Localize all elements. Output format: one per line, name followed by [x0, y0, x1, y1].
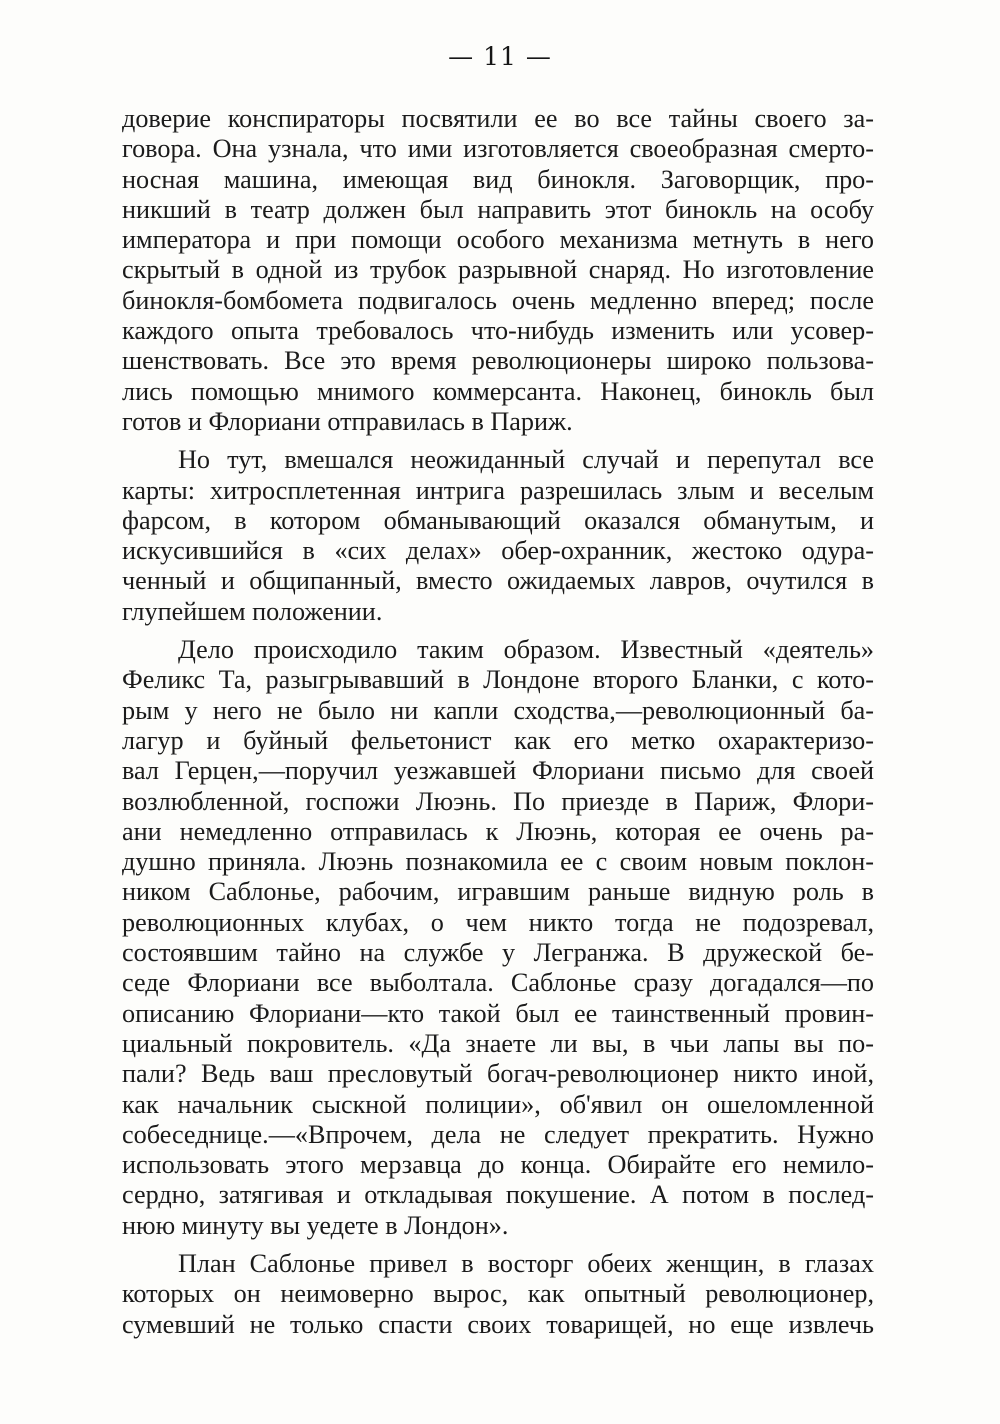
text-line: нюю минуту вы уедете в Лондон». [122, 1210, 509, 1240]
text-line: вал Герцен,—поручил уезжавшей Флориани письмо для своей [122, 756, 874, 786]
text-line: бинокля-бомбомета подвигалось очень медленно вперед; после [122, 285, 874, 315]
paragraph [122, 445, 874, 627]
text-line: План Саблонье привел в восторг обеих женщин, в глазах [178, 1248, 874, 1278]
text-line: пали? Ведь ваш пресловутый богач-революционер никто иной, [122, 1059, 874, 1089]
text-line: возлюбленной, госпожи Люэнь. По приезде в Париж, Флори- [122, 786, 874, 816]
text-line: душно приняла. Люэнь познакомила ее с своим новым поклон- [122, 847, 874, 877]
text-line: готов и Флориани отправилась в Париж. [122, 406, 573, 436]
text-line: как начальник сыскной полиции», об'явил он ошеломленной [122, 1089, 874, 1119]
text-line: говора. Она узнала, что ими изготовляется своеобразная смерто- [122, 134, 874, 164]
text-line: использовать этого мерзавца до конца. Обирайте его немило- [122, 1150, 874, 1180]
text-line: искусившийся в «сих делах» обер-охранник, жестоко одура- [122, 536, 874, 566]
text-line: рым у него не было ни капли сходства,—революционный ба- [122, 695, 874, 725]
text-line: сумевший не только спасти своих товарищей, но еще извлечь [122, 1309, 874, 1339]
text-line: Феликс Та, разыгрывавший в Лондоне второго Бланки, с кото- [122, 665, 874, 695]
text-line: императора и при помощи особого механизма метнуть в него [122, 225, 874, 255]
text-line: доверие конспираторы посвятили ее во все тайны своего за- [122, 104, 874, 133]
paragraph [122, 104, 874, 437]
text-line: собеседнице.—«Впрочем, дела не следует прекратить. Нужно [122, 1119, 874, 1149]
text-line: ченный и общипанный, вместо ожидаемых лавров, очутился в [122, 566, 874, 596]
text-line: скрытый в одной из трубок разрывной снаряд. Но изготовление [122, 255, 874, 285]
text-line: фарсом, в котором обманывающий оказался обманутым, и [122, 505, 874, 535]
text-line: каждого опыта требовалось что-нибудь изменить или усовер- [122, 316, 874, 346]
text-line: лагур и буйный фельетонист как его метко охарактеризо- [122, 725, 874, 755]
page-number: — 11 — [448, 42, 552, 71]
text-line: никший в театр должен был направить этот бинокль на особу [122, 194, 874, 224]
text-line: циальный покровитель. «Да знаете ли вы, в чьи лапы вы по- [122, 1028, 874, 1058]
text-line: лись помощью мнимого коммерсанта. Наконец, бинокль был [122, 376, 874, 406]
text-line: седе Флориани все выболтала. Саблонье сразу догадался—по [122, 968, 874, 998]
text-line: ником Саблонье, рабочим, игравшим раньше видную роль в [122, 877, 874, 907]
paragraph [122, 635, 874, 1241]
text-line: карты: хитросплетенная интрига разрешилась злым и веселым [122, 475, 874, 505]
text-line: Дело происходило таким образом. Известный «деятель» [178, 635, 874, 665]
text-line: описанию Флориани—кто такой был ее таинственный провин- [122, 998, 874, 1028]
text-line: которых он неимоверно вырос, как опытный революционер, [122, 1279, 874, 1309]
text-line: состоявшим тайно на службе у Легранжа. В дружеской бе- [122, 938, 874, 968]
text-line: глупейшем положении. [122, 596, 383, 626]
text-line: Но тут, вмешался неожиданный случай и перепутал все [178, 445, 874, 475]
paragraph [122, 1249, 874, 1340]
text-line: носная машина, имеющая вид бинокля. Заговорщик, про- [122, 164, 874, 194]
text-line: ани немедленно отправилась к Люэнь, которая ее очень ра- [122, 816, 874, 846]
body-text [122, 104, 874, 1340]
text-line: шенствовать. Все это время революционеры широко пользова- [122, 346, 874, 376]
text-line: революционных клубах, о чем никто тогда не подозревал, [122, 907, 874, 937]
text-line: сердно, затягивая и откладывая покушение. А потом в послед- [122, 1180, 874, 1210]
